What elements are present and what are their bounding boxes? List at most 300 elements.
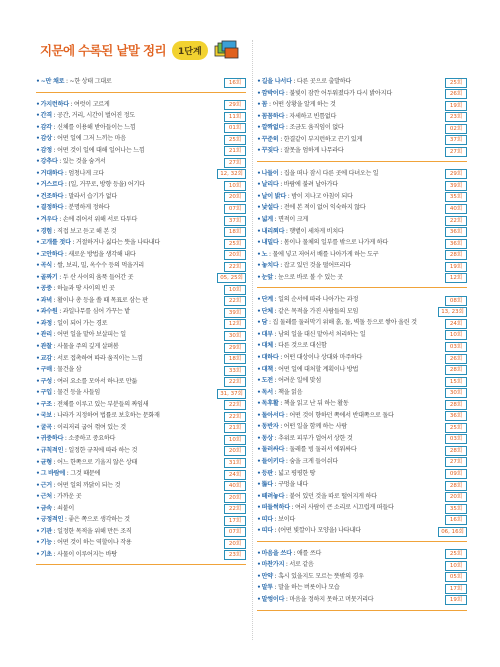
- entry-separator: :: [267, 319, 273, 327]
- entry-separator: :: [51, 135, 58, 143]
- word-entry: [36, 133, 246, 145]
- entry-word: 국보: [40, 412, 52, 420]
- entry-separator: :: [289, 504, 296, 512]
- word-entry: [257, 237, 467, 249]
- bullet-icon: •: [36, 458, 40, 466]
- bullet-icon: •: [36, 204, 40, 212]
- entry-definition: 자세하고 빈틈없다: [289, 112, 337, 120]
- entry-text: [257, 88, 445, 100]
- entry-text: [257, 76, 445, 88]
- entry-separator: :: [51, 550, 58, 558]
- lesson-ref-badge: 09회: [445, 469, 467, 479]
- lesson-ref-badge: 37회: [445, 135, 467, 145]
- entry-definition: (어떤 빛깔이나 모양을) 나타내다: [278, 527, 361, 535]
- bullet-icon: •: [257, 89, 261, 97]
- word-entry: [257, 226, 467, 238]
- entry-text: [257, 421, 445, 433]
- entry-text: [257, 468, 445, 480]
- entry-word: 꼼꼼하다: [261, 112, 285, 120]
- entry-separator: :: [267, 101, 273, 109]
- word-entry: [36, 445, 246, 457]
- entry-word: 날리다: [261, 181, 279, 189]
- lesson-ref-badge: 17회: [445, 584, 467, 594]
- word-group: [36, 75, 246, 93]
- entry-separator: :: [51, 227, 58, 235]
- word-entry: [257, 525, 467, 537]
- entry-text: [257, 168, 445, 180]
- bullet-icon: •: [257, 319, 261, 327]
- entry-definition: 활이나 총 등을 쏠 때 목표로 삼는 판: [57, 296, 148, 304]
- entry-separator: :: [63, 446, 69, 454]
- lesson-ref-badge: 22회: [224, 400, 246, 410]
- bullet-icon: •: [36, 308, 40, 316]
- entry-word: 겨우다: [40, 216, 58, 224]
- entry-definition: 집을 떠나 잠시 다른 곳에 다녀오는 일: [283, 169, 379, 177]
- lesson-ref-badge: 22회: [224, 412, 246, 422]
- word-entry: [257, 502, 467, 514]
- entry-word: 교감: [40, 354, 52, 362]
- bullet-icon: •: [257, 101, 261, 109]
- entry-definition: 어느 한쪽으로 기울지 않은 상태: [57, 458, 138, 466]
- bullet-icon: •: [257, 423, 261, 431]
- word-entry: [36, 145, 246, 157]
- entry-separator: :: [51, 377, 58, 385]
- entry-definition: 어떤 일을 맡아 보살피는 일: [57, 331, 126, 339]
- word-entry: [36, 537, 246, 549]
- entry-word: 단체: [261, 307, 273, 315]
- entry-separator: :: [284, 561, 290, 569]
- entry-separator: :: [272, 296, 279, 304]
- entry-definition: 물건 등을 사들임: [57, 389, 100, 397]
- entry-definition: 마음을 정하지 못하고 머뭇거리다: [289, 595, 374, 603]
- bullet-icon: •: [36, 400, 40, 408]
- entry-separator: :: [284, 595, 290, 603]
- bullet-icon: •: [257, 342, 261, 350]
- entry-definition: 햇볕이 세차게 비치다: [289, 227, 344, 235]
- entry-definition: 넓고 평평한 땅: [278, 469, 316, 477]
- entry-word: 대부: [261, 330, 273, 338]
- word-entry: [36, 376, 246, 388]
- lesson-ref-badge: 18회: [224, 227, 246, 237]
- entry-text: [36, 110, 224, 122]
- entry-definition: 물건을 삼: [57, 366, 82, 374]
- entry-definition: 숨을 크게 들이쉬다: [289, 457, 338, 465]
- entry-separator: :: [272, 434, 279, 442]
- bullet-icon: •: [36, 169, 40, 177]
- entry-text: [257, 340, 445, 352]
- lesson-ref-badge: 23회: [445, 112, 467, 122]
- entry-separator: :: [51, 400, 58, 408]
- entry-text: [36, 191, 224, 203]
- word-entry: [257, 514, 467, 526]
- entry-word: 뚫다: [261, 481, 273, 489]
- word-entry: [257, 272, 467, 284]
- entry-definition: 말을 하는 버릇이나 모습: [278, 584, 340, 592]
- entry-word: 둘러싸다: [261, 446, 285, 454]
- entry-separator: :: [278, 354, 284, 362]
- entry-definition: 두 산 사이의 움푹 들어간 곳: [62, 273, 134, 281]
- entry-definition: 말라서 습기가 없다: [68, 192, 117, 200]
- word-entry: [257, 99, 467, 111]
- word-entry: [257, 191, 467, 203]
- bullet-icon: •: [36, 527, 40, 535]
- entry-text: [36, 99, 224, 111]
- entry-word: 말투: [261, 584, 273, 592]
- entry-definition: 밤이 지나고 아침이 되다: [291, 192, 353, 200]
- entry-definition: 어떤 대상이나 상대와 마주하다: [283, 354, 363, 362]
- entry-text: [36, 283, 224, 295]
- bullet-icon: •: [36, 227, 40, 235]
- column-divider: [252, 40, 253, 640]
- entry-word: 과정: [40, 319, 52, 327]
- word-group: [257, 547, 467, 611]
- entry-text: [36, 272, 217, 284]
- word-entry: [257, 444, 467, 456]
- lesson-ref-badge: 07회: [224, 204, 246, 214]
- entry-definition: 몸이나 물체의 일부를 밖으로 나가게 하다: [283, 239, 389, 247]
- bullet-icon: •: [36, 354, 40, 362]
- entry-word: 감상: [40, 135, 52, 143]
- entry-text: [257, 111, 445, 123]
- entry-separator: :: [272, 365, 279, 373]
- word-entry: [36, 318, 246, 330]
- entry-definition: 어떤 일에 대처할 계획이나 방법: [278, 365, 359, 373]
- entry-separator: :: [64, 78, 70, 85]
- bullet-icon: •: [36, 389, 40, 397]
- entry-word: 근거: [40, 481, 52, 489]
- word-entry: [257, 559, 467, 571]
- bullet-icon: •: [257, 365, 261, 373]
- bullet-icon: •: [257, 549, 261, 557]
- word-entry: [36, 99, 246, 111]
- entry-separator: :: [284, 89, 290, 97]
- entry-text: [36, 445, 224, 457]
- entry-text: [257, 191, 445, 203]
- entry-definition: 책을 읽음: [278, 388, 303, 396]
- lesson-ref-badge: 22회: [445, 216, 467, 226]
- lesson-ref-badge: 12, 32회: [217, 169, 246, 179]
- lesson-ref-badge: 20회: [224, 493, 246, 503]
- entry-separator: :: [51, 527, 58, 535]
- page-title: 지문에 수록된 낱말 정리: [40, 43, 167, 58]
- bullet-icon: •: [36, 516, 40, 524]
- entry-word: 말썽이다: [261, 595, 285, 603]
- word-entry: [36, 422, 246, 434]
- entry-separator: :: [284, 112, 290, 120]
- entry-text: [36, 295, 224, 307]
- entry-text: [257, 272, 445, 284]
- entry-separator: :: [51, 112, 58, 120]
- entry-word: 과수원: [40, 308, 58, 316]
- entry-definition: 둘레를 빙 둘러서 에워싸다: [289, 446, 357, 454]
- entry-definition: 나라가 지정하여 법률로 보호하는 문화재: [57, 412, 160, 420]
- lesson-ref-badge: 28회: [445, 446, 467, 456]
- entry-text: [36, 353, 224, 365]
- entry-separator: :: [63, 192, 69, 200]
- entry-text: [36, 341, 224, 353]
- word-entry: [36, 237, 246, 249]
- entry-word: 마음을 쓰다: [261, 549, 292, 557]
- bullet-icon: •: [257, 457, 261, 465]
- entry-separator: :: [278, 262, 284, 270]
- bullet-icon: •: [36, 273, 40, 281]
- entry-definition: 가까운 곳: [57, 493, 82, 501]
- bullet-icon: •: [257, 307, 261, 315]
- bullet-icon: •: [257, 469, 261, 477]
- entry-word: 깔짝없다: [261, 124, 285, 132]
- entry-definition: 하늘과 땅 사이의 빈 곳: [57, 285, 115, 293]
- entry-word: 감각: [40, 123, 52, 131]
- entry-separator: :: [63, 250, 69, 258]
- lesson-ref-badge: 27회: [224, 158, 246, 168]
- entry-definition: 잡고 있던 것을 떨어뜨리다: [283, 262, 351, 270]
- bullet-icon: •: [257, 572, 261, 580]
- entry-word: 도전: [261, 377, 273, 385]
- word-entry: [257, 294, 467, 306]
- entry-separator: :: [57, 158, 63, 166]
- lesson-ref-badge: 10회: [445, 330, 467, 340]
- word-entry: [36, 364, 246, 376]
- entry-text: [257, 410, 445, 422]
- word-entry: [257, 260, 467, 272]
- lesson-ref-badge: 28회: [445, 481, 467, 491]
- entry-separator: :: [51, 123, 58, 131]
- word-entry: [257, 398, 467, 410]
- word-entry: [257, 134, 467, 146]
- bullet-icon: •: [36, 158, 40, 166]
- bullet-icon: •: [257, 147, 261, 155]
- entry-text: [257, 237, 445, 249]
- entry-word: 노: [261, 250, 268, 258]
- entry-text: [257, 433, 445, 445]
- bullet-icon: •: [36, 192, 40, 200]
- bullet-icon: •: [257, 595, 261, 603]
- entry-separator: :: [68, 100, 75, 108]
- entry-word: 꾸준히: [261, 135, 279, 143]
- bullet-icon: •: [36, 331, 40, 339]
- word-entry: [36, 480, 246, 492]
- word-entry: [36, 122, 246, 134]
- entry-definition: 잘못을 엄하게 나무라다: [283, 147, 344, 155]
- entry-separator: :: [278, 400, 284, 408]
- entry-text: [36, 329, 224, 341]
- entry-word: 경험: [40, 227, 52, 235]
- lesson-ref-badge: 27회: [445, 457, 467, 467]
- entry-separator: :: [51, 366, 58, 374]
- entry-word: 단계: [261, 296, 273, 304]
- word-entry: [36, 468, 246, 480]
- lesson-ref-badge: 26회: [445, 89, 467, 99]
- lesson-ref-badge: 25회: [445, 549, 467, 559]
- lesson-ref-badge: 22회: [224, 262, 246, 272]
- entry-separator: :: [51, 331, 58, 339]
- bullet-icon: •: [257, 227, 261, 235]
- bullet-icon: •: [257, 250, 261, 258]
- entry-separator: :: [291, 549, 297, 557]
- entry-definition: 쇠붙이: [57, 504, 75, 512]
- bullet-icon: •: [257, 434, 261, 442]
- lesson-ref-badge: 39회: [445, 181, 467, 191]
- word-entry: [257, 468, 467, 480]
- entry-word: 등판: [261, 469, 273, 477]
- lesson-ref-badge: 20회: [224, 539, 246, 549]
- word-entry: [257, 88, 467, 100]
- bullet-icon: •: [36, 504, 40, 512]
- entry-definition: 전에 본 적이 없어 익숙하지 않다: [283, 204, 366, 212]
- bullet-icon: •: [36, 216, 40, 224]
- entry-text: [257, 364, 445, 376]
- bullet-icon: •: [257, 481, 261, 489]
- entry-separator: :: [272, 515, 279, 523]
- bullet-icon: •: [257, 561, 261, 569]
- bullet-icon: •: [36, 412, 40, 420]
- lesson-ref-badge: 18회: [224, 354, 246, 364]
- entry-definition: 어떤 것이 일에 대해 일어나는 느낌: [57, 146, 145, 154]
- bullet-icon: •: [36, 262, 40, 270]
- word-entry: [36, 110, 246, 122]
- entry-separator: :: [278, 423, 284, 431]
- bullet-icon: •: [36, 78, 40, 85]
- entry-word: 띠다: [261, 527, 273, 535]
- bullet-icon: •: [257, 273, 261, 281]
- entry-word: 담: [261, 319, 268, 327]
- lesson-ref-badge: 24회: [445, 319, 467, 329]
- lesson-ref-badge: 01회: [224, 123, 246, 133]
- bullet-icon: •: [257, 204, 261, 212]
- entry-text: [257, 559, 445, 571]
- word-entry: [36, 306, 246, 318]
- bullet-icon: •: [257, 239, 261, 247]
- bullet-icon: •: [36, 343, 40, 351]
- entry-text: [257, 352, 445, 364]
- entry-separator: :: [51, 481, 58, 489]
- word-entry: [36, 76, 246, 88]
- bullet-icon: •: [257, 192, 261, 200]
- bullet-icon: •: [257, 388, 261, 396]
- entry-separator: :: [272, 307, 279, 315]
- lesson-ref-badge: 20회: [224, 192, 246, 202]
- lesson-ref-badge: 25회: [445, 78, 467, 88]
- entry-definition: 서로 같음: [289, 561, 314, 569]
- word-entry: [36, 191, 246, 203]
- bullet-icon: •: [36, 250, 40, 258]
- entry-definition: 혹시 있을지도 모르는 뜻밖의 경우: [278, 572, 364, 580]
- entry-definition: 어려운 일에 맞섬: [278, 377, 321, 385]
- entry-text: [257, 214, 445, 226]
- entry-definition: 애를 쓰다: [296, 549, 322, 557]
- word-entry: [257, 387, 467, 399]
- entry-text: [36, 168, 217, 180]
- word-entry: [257, 594, 467, 606]
- word-entry: [257, 179, 467, 191]
- lesson-ref-badge: 37회: [224, 216, 246, 226]
- word-entry: [257, 111, 467, 123]
- word-entry: [257, 214, 467, 226]
- bullet-icon: •: [36, 135, 40, 143]
- entry-definition: 일의 순서에 따라 나아가는 과정: [278, 296, 359, 304]
- entry-definition: ~한 상태 그대로: [69, 78, 112, 85]
- entry-word: 골짜기: [40, 273, 58, 281]
- entry-definition: 이리저리 굽어 꺾여 있는 것: [57, 423, 126, 431]
- word-entry: [36, 202, 246, 214]
- entry-text: [36, 179, 224, 191]
- entry-definition: 어떤 것이 하는 역할이나 작용: [57, 539, 132, 547]
- bullet-icon: •: [36, 181, 40, 189]
- word-entry: [257, 491, 467, 503]
- lesson-ref-badge: 25회: [224, 239, 246, 249]
- bullet-icon: •: [36, 146, 40, 154]
- word-entry: [36, 387, 246, 399]
- entry-word: ~만 채로: [40, 78, 65, 85]
- lesson-ref-badge: 36회: [445, 239, 467, 249]
- entry-word: 떠들썩하다: [261, 504, 290, 512]
- entry-separator: :: [278, 239, 284, 247]
- entry-word: 관리: [40, 331, 52, 339]
- word-entry: [36, 168, 246, 180]
- lesson-ref-badge: 10회: [445, 561, 467, 571]
- entry-text: [36, 306, 224, 318]
- entry-text: [36, 260, 224, 272]
- entry-text: [257, 594, 445, 606]
- lesson-ref-badge: 40회: [224, 481, 246, 491]
- bullet-icon: •: [36, 296, 40, 304]
- entry-word: 구조: [40, 400, 52, 408]
- entry-separator: :: [51, 493, 58, 501]
- entry-definition: 거절하거나 싫다는 뜻을 나타내다: [75, 239, 160, 247]
- entry-text: [36, 156, 224, 168]
- entry-word: 그 바람에: [40, 470, 66, 478]
- entry-word: 만약: [261, 572, 273, 580]
- stage-badge: 1단계: [172, 41, 208, 60]
- entry-definition: 불빛이 잠깐 어두워졌다가 다시 밝아지다: [289, 89, 392, 97]
- entry-text: [36, 526, 224, 538]
- word-entry: [36, 503, 246, 515]
- entry-definition: 일정한 목적을 위해 만든 조직: [57, 527, 132, 535]
- entry-separator: :: [63, 516, 69, 524]
- word-entry: [36, 295, 246, 307]
- entry-definition: 한결같이 부지런하고 끈기 있게: [283, 135, 363, 143]
- entry-separator: :: [51, 423, 58, 431]
- word-entry: [36, 410, 246, 422]
- word-entry: [257, 340, 467, 352]
- entry-definition: 남의 일을 대신 맡아서 처리하는 일: [278, 330, 366, 338]
- bullet-icon: •: [257, 181, 261, 189]
- lesson-ref-badge: 19회: [445, 595, 467, 605]
- lesson-ref-badge: 33회: [224, 366, 246, 376]
- entry-definition: 새로운 방법을 생각해 내다: [68, 250, 136, 258]
- entry-definition: 있는 것을 숨겨서: [62, 158, 106, 166]
- entry-word: 넓게: [261, 216, 273, 224]
- lesson-ref-badge: 20회: [224, 446, 246, 456]
- entry-text: [36, 549, 224, 561]
- bullet-icon: •: [257, 377, 261, 385]
- entry-separator: :: [278, 135, 284, 143]
- lesson-ref-badge: 28회: [445, 400, 467, 410]
- entry-word: 날이 밝다: [261, 192, 287, 200]
- entry-separator: :: [272, 572, 279, 580]
- entry-text: [36, 214, 224, 226]
- entry-word: 나들이: [261, 169, 279, 177]
- lesson-ref-badge: 13, 23회: [438, 307, 467, 317]
- lesson-ref-badge: 12회: [445, 273, 467, 283]
- entry-text: [36, 318, 224, 330]
- bullet-icon: •: [36, 377, 40, 385]
- entry-word: 놓치다: [261, 262, 279, 270]
- word-entry: [257, 317, 467, 329]
- entry-separator: :: [284, 227, 290, 235]
- entry-text: [257, 260, 445, 272]
- word-entry: [257, 168, 467, 180]
